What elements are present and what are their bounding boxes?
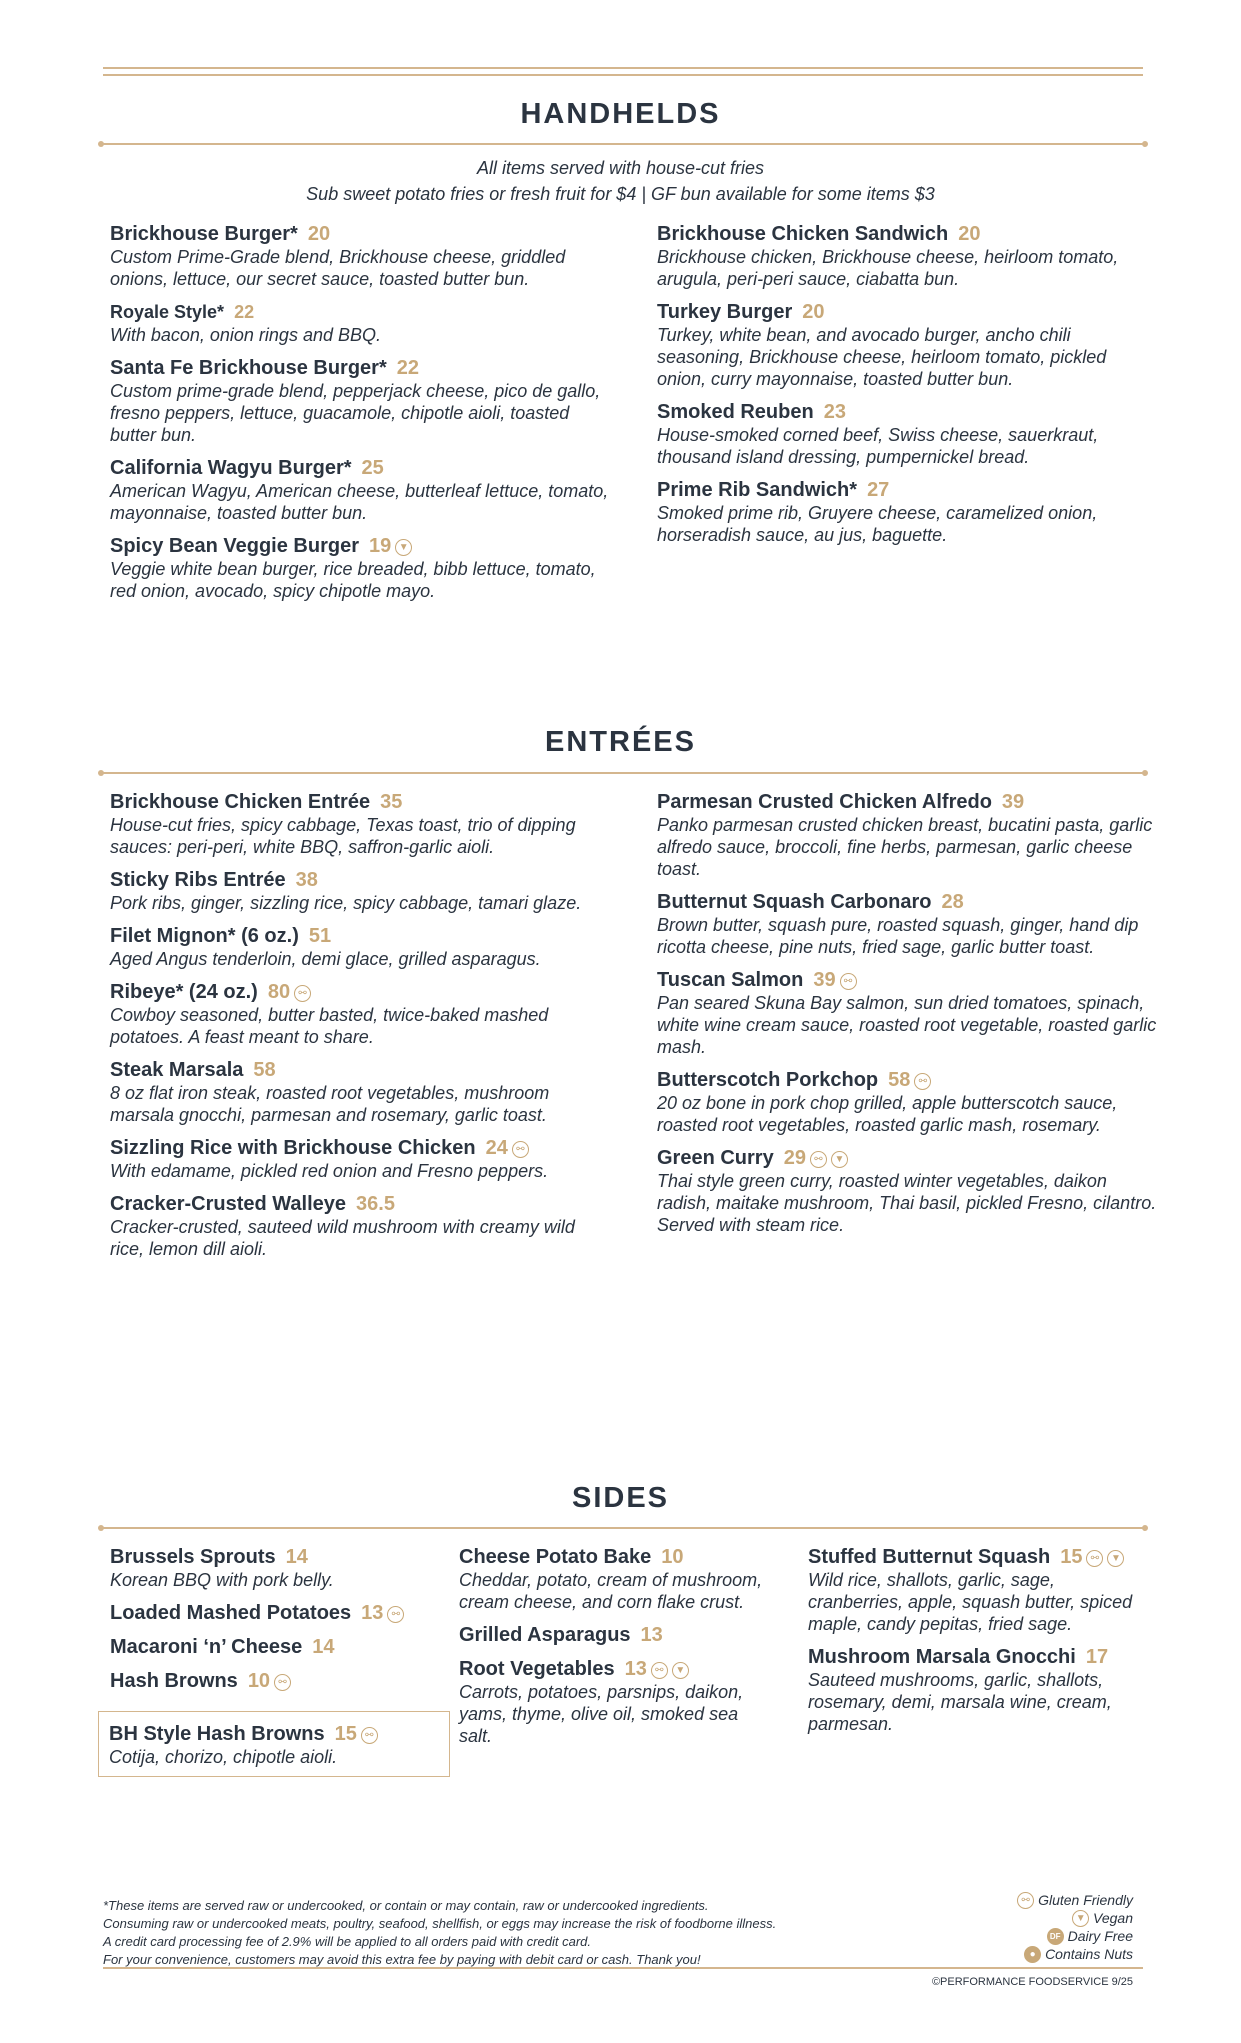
- menu-item-price: 10: [247, 1670, 271, 1692]
- menu-item-price: 27: [867, 479, 890, 501]
- menu-item-name-row: [459, 1545, 769, 1569]
- sides-rule: [101, 1527, 1145, 1529]
- menu-item-price: 24: [485, 1137, 508, 1159]
- menu-item-description: Cowboy seasoned, butter basted, twice-baked mashed potatoes. A feast meant to share.: [110, 1005, 549, 1047]
- menu-item-name-row: [657, 968, 1157, 992]
- menu-item-name: Steak Marsala: [110, 1059, 244, 1081]
- menu-item: [110, 924, 610, 970]
- menu-item: [657, 890, 1157, 958]
- gluten-friendly-icon: ⚯: [651, 1662, 668, 1679]
- menu-item: [657, 400, 1157, 468]
- menu-item: [110, 1545, 450, 1591]
- menu-item-name: Tuscan Salmon: [657, 969, 804, 991]
- menu-item-price: 20: [958, 223, 981, 245]
- menu-item: [808, 1645, 1148, 1735]
- featured-side-box: [98, 1711, 450, 1777]
- gluten-friendly-icon: ⚯: [840, 973, 857, 990]
- menu-item-price: 14: [312, 1636, 335, 1658]
- vegan-icon: ▼: [395, 539, 412, 556]
- menu-item-name-row: [110, 980, 610, 1004]
- menu-item-name-row: [110, 1192, 610, 1216]
- menu-item-price: 51: [308, 925, 332, 947]
- menu-item-description: Panko parmesan crusted chicken breast, bucatini pasta, garlic alfredo sauce, broccoli, fine herbs, parmesan, garlic cheese toast.: [657, 815, 1153, 879]
- diet-legend: [1013, 1891, 1133, 1963]
- menu-item-description: House-cut fries, spicy cabbage, Texas toast, trio of dipping sauces: peri-peri, white BBQ, saffron-garlic aioli.: [110, 815, 576, 857]
- footer-disclaimer: [103, 1897, 963, 1969]
- featured-side-name-text: BH Style Hash Browns: [109, 1723, 325, 1745]
- entrees-right-column: [657, 790, 1157, 1246]
- menu-item-description: Pork ribs, ginger, sizzling rice, spicy cabbage, tamari glaze.: [110, 893, 582, 913]
- menu-item-name: Butterscotch Porkchop: [657, 1069, 879, 1091]
- sides-column-3: [808, 1545, 1148, 1745]
- disclaimer-line-4: For your convenience, customers may avoid this extra fee by paying with debit card or cash. Thank you!: [103, 1952, 701, 1967]
- disclaimer-line-1: *These items are served raw or undercooked, or contain or may contain, raw or undercooked ingredients.: [103, 1898, 709, 1913]
- menu-item-name: Cheese Potato Bake: [459, 1546, 652, 1568]
- featured-side-price: 15: [334, 1723, 357, 1745]
- menu-item-price: 58: [253, 1059, 276, 1081]
- menu-item-price: 15: [1060, 1546, 1083, 1568]
- menu-item-price: 13: [640, 1624, 663, 1646]
- menu-item-price: 14: [285, 1546, 308, 1568]
- legend-dairy-free-label: Dairy Free: [1067, 1928, 1133, 1944]
- menu-item-description: Korean BBQ with pork belly.: [110, 1570, 334, 1590]
- menu-item-name: California Wagyu Burger*: [110, 457, 352, 479]
- menu-item-name: Royale Style*: [110, 302, 225, 322]
- menu-item-name-row: [808, 1545, 1148, 1569]
- menu-item-name-row: [110, 456, 610, 480]
- menu-item-name: Turkey Burger: [657, 301, 793, 323]
- menu-item-name: Ribeye* (24 oz.): [110, 981, 258, 1003]
- menu-item: [110, 1669, 450, 1693]
- menu-item-name-row: [459, 1657, 769, 1681]
- vegan-icon: ▼: [672, 1662, 689, 1679]
- menu-item: [459, 1657, 769, 1747]
- menu-item: [657, 300, 1157, 390]
- menu-item: [110, 980, 610, 1048]
- contains-nuts-icon: ●: [1024, 1946, 1041, 1963]
- menu-item-price: 13: [624, 1658, 647, 1680]
- menu-item-name: Sticky Ribs Entrée: [110, 869, 286, 891]
- menu-item-name-row: [110, 1601, 450, 1625]
- menu-item-description: With edamame, pickled red onion and Fresno peppers.: [110, 1161, 549, 1181]
- menu-item: [657, 1068, 1157, 1136]
- handhelds-intro-line1: All items served with house-cut fries: [476, 158, 765, 178]
- menu-item-description: Thai style green curry, roasted winter vegetables, daikon radish, maitake mushroom, Thai basil, pickled Fresno, cilantro. Served with steam rice.: [657, 1171, 1157, 1235]
- menu-item-name: Brussels Sprouts: [110, 1546, 276, 1568]
- menu-item-name: Macaroni ‘n’ Cheese: [110, 1636, 303, 1658]
- menu-item-price: 19: [368, 535, 392, 557]
- entrees-left-column: [110, 790, 610, 1270]
- menu-item-name: Grilled Asparagus: [459, 1624, 631, 1646]
- menu-item-name-row: [110, 790, 610, 814]
- menu-item-name: Stuffed Butternut Squash: [808, 1546, 1051, 1568]
- menu-item-price: 23: [823, 401, 846, 423]
- menu-item-price: 39: [1001, 791, 1025, 813]
- handhelds-left-column: [110, 222, 610, 612]
- menu-item-price: 29: [783, 1147, 806, 1169]
- legend-contains-nuts-label: Contains Nuts: [1045, 1946, 1133, 1962]
- menu-item-name-row: [657, 222, 1157, 246]
- sides-column-1-list: [110, 1545, 450, 1693]
- gluten-friendly-icon: ⚯: [274, 1674, 291, 1691]
- entrees-title: ENTRÉES: [545, 726, 696, 758]
- menu-item-description: 8 oz flat iron steak, roasted root vegetables, mushroom marsala gnocchi, parmesan and rosemary, garlic toast.: [110, 1083, 550, 1125]
- sides-column-1: [110, 1545, 450, 1787]
- menu-item-price: 39: [813, 969, 836, 991]
- legend-gluten-friendly-label: Gluten Friendly: [1038, 1892, 1133, 1908]
- menu-item-description: Cheddar, potato, cream of mushroom, cream cheese, and corn flake crust.: [459, 1570, 763, 1612]
- handhelds-intro-line2: Sub sweet potato fries or fresh fruit for $4 | GF bun available for some items $3: [306, 184, 935, 204]
- menu-item: [459, 1545, 769, 1613]
- menu-item-name-row: [110, 300, 610, 324]
- menu-item: [110, 1635, 450, 1659]
- menu-item-description: Smoked prime rib, Gruyere cheese, caramelized onion, horseradish sauce, au jus, baguette.: [657, 503, 1098, 545]
- menu-item: [110, 222, 610, 290]
- vegan-icon: ▼: [831, 1151, 848, 1168]
- menu-item-name: Hash Browns: [110, 1670, 238, 1692]
- menu-item-name: Brickhouse Chicken Sandwich: [657, 223, 949, 245]
- legend-contains-nuts: [1013, 1945, 1133, 1963]
- menu-item: [657, 1146, 1157, 1236]
- menu-item-name-row: [110, 1136, 610, 1160]
- menu-item-name-row: [657, 1068, 1157, 1092]
- menu-item-name: Filet Mignon* (6 oz.): [110, 925, 299, 947]
- menu-item-description: With bacon, onion rings and BBQ.: [110, 325, 381, 345]
- menu-item-description: Turkey, white bean, and avocado burger, ancho chili seasoning, Brickhouse cheese, heirloom tomato, pickled onion, curry mayonnaise, toasted butter bun.: [657, 325, 1107, 389]
- menu-item-name: Parmesan Crusted Chicken Alfredo: [657, 791, 992, 813]
- gluten-friendly-icon: ⚯: [512, 1141, 529, 1158]
- gluten-friendly-icon: ⚯: [387, 1606, 404, 1623]
- legend-vegan-label: Vegan: [1093, 1910, 1133, 1926]
- handhelds-intro: [0, 155, 1241, 207]
- menu-item-description: House-smoked corned beef, Swiss cheese, sauerkraut, thousand island dressing, pumpernickel bread.: [657, 425, 1099, 467]
- menu-item-name-row: [110, 868, 610, 892]
- menu-item-description: Brickhouse chicken, Brickhouse cheese, heirloom tomato, arugula, peri-peri sauce, ciabatta bun.: [657, 247, 1119, 289]
- disclaimer-line-3: A credit card processing fee of 2.9% will be applied to all orders paid with credit card.: [103, 1934, 591, 1949]
- menu-item-name-row: [110, 1058, 610, 1082]
- menu-item-price: 58: [888, 1069, 911, 1091]
- menu-item-name-row: [657, 478, 1157, 502]
- menu-item: [110, 456, 610, 524]
- menu-item-name: Sizzling Rice with Brickhouse Chicken: [110, 1137, 476, 1159]
- menu-item-price: 10: [661, 1546, 684, 1568]
- menu-item-description: Custom prime-grade blend, pepperjack cheese, pico de gallo, fresno peppers, lettuce, guacamole, chipotle aioli, toasted butter bun.: [110, 381, 601, 445]
- menu-item-price: 13: [361, 1602, 384, 1624]
- menu-item-name: Spicy Bean Veggie Burger: [110, 535, 359, 557]
- menu-item-name-row: [110, 924, 610, 948]
- menu-item: [110, 300, 610, 346]
- menu-item: [459, 1623, 769, 1647]
- menu-item-name-row: [110, 356, 610, 380]
- gluten-friendly-icon: ⚯: [1017, 1892, 1034, 1909]
- menu-item-name: Santa Fe Brickhouse Burger*: [110, 357, 387, 379]
- menu-item: [657, 478, 1157, 546]
- menu-item-name-row: [110, 1669, 450, 1693]
- menu-item-price: 35: [380, 791, 403, 813]
- menu-item: [110, 534, 610, 602]
- menu-item-name: Green Curry: [657, 1147, 774, 1169]
- bottom-double-rule: [103, 1967, 1143, 1972]
- menu-item-name-row: [657, 1146, 1157, 1170]
- menu-item-description: Cracker-crusted, sauteed wild mushroom with creamy wild rice, lemon dill aioli.: [110, 1217, 575, 1259]
- menu-item-description: 20 oz bone in pork chop grilled, apple butterscotch sauce, roasted root vegetables, roasted garlic mash, rosemary.: [657, 1093, 1118, 1135]
- menu-item-description: Wild rice, shallots, garlic, sage, cranberries, apple, squash butter, spiced maple, candy pepitas, fried sage.: [808, 1570, 1133, 1634]
- menu-item-name: Loaded Mashed Potatoes: [110, 1602, 352, 1624]
- menu-item-name: Cracker-Crusted Walleye: [110, 1193, 347, 1215]
- gluten-friendly-icon: ⚯: [810, 1151, 827, 1168]
- menu-item-description: Pan seared Skuna Bay salmon, sun dried tomatoes, spinach, white wine cream sauce, roasted root vegetable, roasted garlic mash.: [657, 993, 1157, 1057]
- menu-item-price: 38: [295, 869, 318, 891]
- menu-item: [110, 1058, 610, 1126]
- menu-item-price: 25: [361, 457, 384, 479]
- menu-item-name-row: [110, 1545, 450, 1569]
- disclaimer-line-2: Consuming raw or undercooked meats, poultry, seafood, shellfish, or eggs may increase the risk of foodborne illness.: [103, 1916, 777, 1931]
- dairy-free-icon: DF: [1047, 1928, 1064, 1945]
- menu-item: [110, 1601, 450, 1625]
- menu-item-name: Butternut Squash Carbonaro: [657, 891, 932, 913]
- menu-item-name: Brickhouse Chicken Entrée: [110, 791, 371, 813]
- menu-item-name-row: [657, 890, 1157, 914]
- menu-item-name-row: [110, 1635, 450, 1659]
- menu-item-description: Veggie white bean burger, rice breaded, bibb lettuce, tomato, red onion, avocado, spicy chipotle mayo.: [110, 559, 596, 601]
- menu-item-price: 28: [941, 891, 964, 913]
- menu-item-description: Custom Prime-Grade blend, Brickhouse cheese, griddled onions, lettuce, our secret sauce, toasted butter bun.: [110, 247, 566, 289]
- sides-title: SIDES: [571, 1482, 670, 1514]
- gluten-friendly-icon: ⚯: [1086, 1550, 1103, 1567]
- menu-item-price: 17: [1085, 1646, 1109, 1668]
- gluten-friendly-icon: ⚯: [914, 1073, 931, 1090]
- menu-item: [657, 968, 1157, 1058]
- menu-item: [110, 868, 610, 914]
- entrees-rule: [101, 772, 1145, 774]
- menu-item-price: 20: [307, 223, 331, 245]
- menu-item-name-row: [110, 222, 610, 246]
- menu-item-description: Sauteed mushrooms, garlic, shallots, rosemary, demi, marsala wine, cream, parmesan.: [808, 1670, 1112, 1734]
- menu-item-price: 22: [234, 302, 255, 322]
- menu-item-name-row: [657, 300, 1157, 324]
- menu-item-description: Brown butter, squash pure, roasted squash, ginger, hand dip ricotta cheese, pine nuts, fried sage, garlic butter toast.: [657, 915, 1139, 957]
- menu-item-description: Aged Angus tenderloin, demi glace, grilled asparagus.: [110, 949, 541, 969]
- menu-item: [110, 356, 610, 446]
- sides-column-2: [459, 1545, 769, 1757]
- menu-item-description: Carrots, potatoes, parsnips, daikon, yams, thyme, olive oil, smoked sea salt.: [459, 1682, 744, 1746]
- menu-item-description: American Wagyu, American cheese, butterleaf lettuce, tomato, mayonnaise, toasted butter bun.: [110, 481, 609, 523]
- handhelds-rule: [101, 143, 1145, 145]
- menu-item: [110, 1136, 610, 1182]
- menu-item: [110, 1192, 610, 1260]
- menu-item-name-row: [808, 1645, 1148, 1669]
- menu-item-name-row: [459, 1623, 769, 1647]
- menu-item: [808, 1545, 1148, 1635]
- vegan-icon: ▼: [1107, 1550, 1124, 1567]
- legend-dairy-free: [1013, 1927, 1133, 1945]
- menu-item-name-row: [657, 790, 1157, 814]
- menu-item-name: Smoked Reuben: [657, 401, 814, 423]
- vegan-icon: ▼: [1072, 1910, 1089, 1927]
- menu-item-price: 20: [802, 301, 825, 323]
- menu-item-name-row: [110, 534, 610, 558]
- menu-item: [657, 222, 1157, 290]
- copyright: ©PERFORMANCE FOODSERVICE 9/25: [931, 1976, 1133, 1988]
- menu-item-name: Mushroom Marsala Gnocchi: [808, 1646, 1076, 1668]
- menu-item-name: Prime Rib Sandwich*: [657, 479, 858, 501]
- handhelds-right-column: [657, 222, 1157, 556]
- menu-item-name: Brickhouse Burger*: [110, 223, 298, 245]
- menu-item-name: Root Vegetables: [459, 1658, 615, 1680]
- menu-item-price: 80: [267, 981, 291, 1003]
- featured-side-desc: Cotija, chorizo, chipotle aioli.: [109, 1747, 338, 1767]
- gluten-friendly-icon: ⚯: [294, 985, 311, 1002]
- handhelds-title: HANDHELDS: [520, 98, 721, 130]
- top-double-rule: [103, 67, 1143, 76]
- menu-item: [657, 790, 1157, 880]
- menu-item-price: 22: [396, 357, 419, 379]
- featured-side-name: [109, 1722, 439, 1746]
- menu-item-price: 36.5: [356, 1193, 395, 1215]
- legend-gluten-friendly: [1013, 1891, 1133, 1909]
- menu-item-name-row: [657, 400, 1157, 424]
- menu-item: [110, 790, 610, 858]
- gluten-friendly-icon: ⚯: [361, 1727, 378, 1744]
- legend-vegan: [1013, 1909, 1133, 1927]
